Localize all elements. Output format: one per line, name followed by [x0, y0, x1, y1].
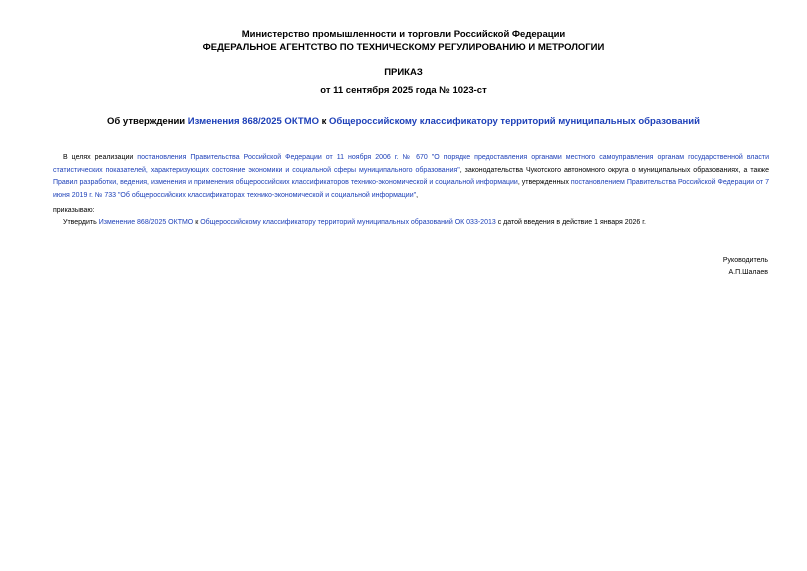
preamble-text-d: ,: [416, 191, 419, 199]
resolution-733-link[interactable]: постановлением Правительства Российской Федерации от 7 июня 2019 г. № 733 "Об общероссийских классификаторах технико-экономической и социальной информации": [53, 179, 770, 199]
decision-text-c: с датой введения в действие 1 января 2026 г.: [495, 219, 646, 226]
ministry-name: Министерство промышленности и торговли Российской Федерации: [241, 29, 566, 40]
agency-name: ФЕДЕРАЛЬНОЕ АГЕНТСТВО ПО ТЕХНИЧЕСКОМУ РЕГУЛИРОВАНИЮ И МЕТРОЛОГИИ: [202, 42, 605, 53]
decision-text-b: к: [193, 219, 201, 226]
signatory-name: А.П.Шалаев: [728, 269, 768, 276]
preamble-text-c: , утвержденных: [517, 179, 571, 186]
decision-change-link[interactable]: Изменение 868/2025 ОКТМО: [98, 219, 194, 226]
decision-paragraph: [53, 217, 769, 230]
document-date-number: от 11 сентября 2025 года № 1023-ст: [320, 85, 487, 96]
preamble-text-a: В целях реализации: [63, 154, 138, 161]
preamble-paragraph: [53, 152, 769, 202]
title-middle: к: [318, 116, 330, 127]
title-classifier-link[interactable]: Общероссийскому классификатору территорий муниципальных образований: [329, 116, 700, 127]
order-word: приказываю:: [53, 207, 95, 214]
preamble-text-b: , законодательства Чукотского автономного округа о муниципальных образованиях, а также: [459, 166, 769, 174]
document-title: [0, 116, 807, 127]
decision-text-a: Утвердить: [63, 219, 99, 226]
title-change-link[interactable]: Изменения 868/2025 ОКТМО: [187, 116, 319, 127]
document-type: ПРИКАЗ: [384, 67, 423, 78]
classifier-rules-link[interactable]: Правил разработки, ведения, изменения и применения общероссийских классификаторов технико-экономической и социальной информации: [53, 179, 518, 186]
title-prefix: Об утверждении: [107, 116, 188, 127]
decision-classifier-link[interactable]: Общероссийскому классификатору территорий муниципальных образований ОК 033-2013: [200, 219, 496, 226]
resolution-670-link[interactable]: постановления Правительства Российской Федерации от 11 ноября 2006 г. № 670 "О порядке предоставления органами местного самоуправления органам государственной власти статистических показателей, характеризующих состояние экономики и социальной сферы муниципального образования": [53, 154, 769, 174]
signatory-position: Руководитель: [722, 257, 768, 264]
